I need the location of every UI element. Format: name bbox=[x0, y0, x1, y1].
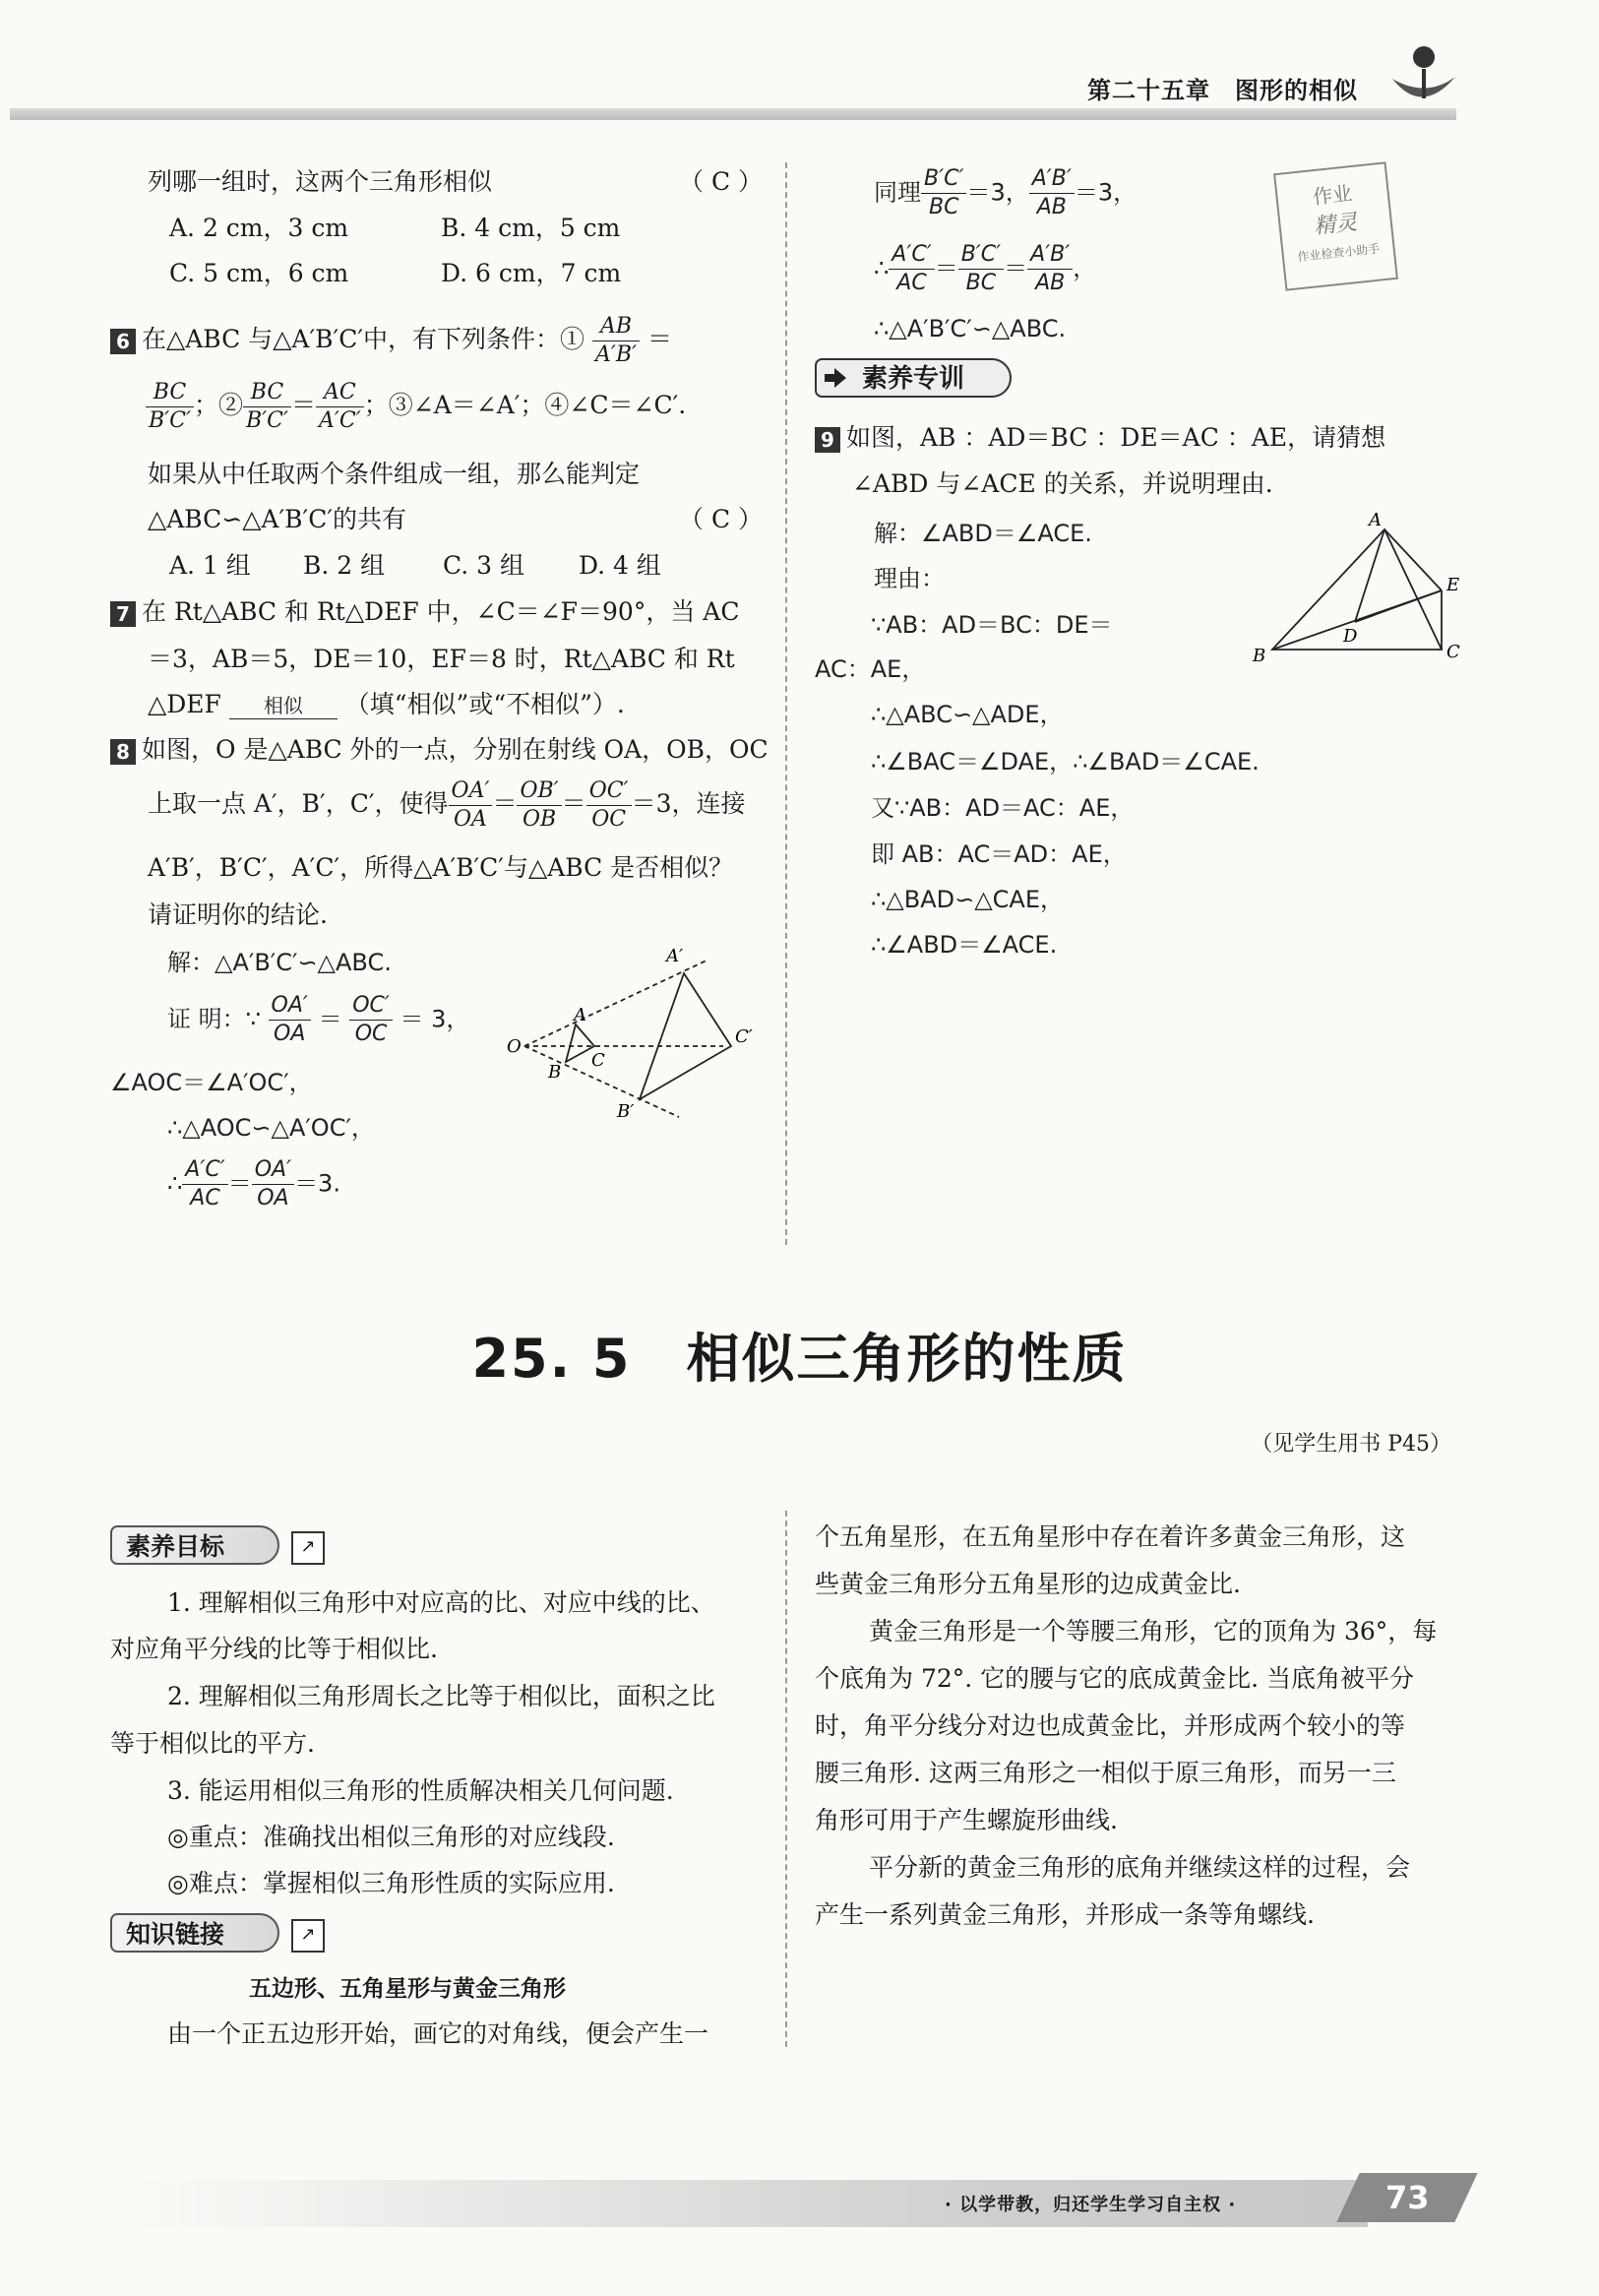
figure-label: C′ bbox=[735, 1026, 753, 1047]
book-reference: （见学生用书 P45） bbox=[1251, 1432, 1451, 1457]
q5-option: A. 2 cm，3 cm bbox=[169, 214, 349, 242]
logo-icon bbox=[1383, 39, 1461, 118]
q9-solution: 又∵AB：AD＝AC：AE， bbox=[871, 794, 1135, 822]
q6-line1: 在△ABC 与△A′B′C′中，有下列条件：① bbox=[142, 325, 585, 353]
arrow-icon bbox=[823, 366, 848, 390]
q9-solution: ∴∠BAC＝∠DAE，∴∠BAD＝∠CAE. bbox=[871, 748, 1260, 776]
q7-number: 7 bbox=[110, 601, 136, 627]
section-title: 25. 5 相似三角形的性质 bbox=[471, 1328, 1128, 1390]
q8-solution-2: 证 明：∵ $\frac{OA'}{OA}$ ＝ $\frac{OC'}{OC}$ ＝ 3， bbox=[167, 993, 470, 1046]
knowledge-subtitle: 五边形、五角星形与黄金三角形 bbox=[249, 1976, 566, 2002]
q9-solution: ∴∠ABD＝∠ACE. bbox=[871, 931, 1058, 959]
q6-line3: 如果从中任取两个条件组成一组，那么能判定 bbox=[148, 460, 641, 488]
homework-stamp: 作业 精灵 作业检查小助手 bbox=[1273, 161, 1398, 290]
figure-label: B bbox=[1253, 646, 1266, 666]
q9-solution: 解：∠ABD＝∠ACE. bbox=[874, 520, 1092, 547]
q9-number: 9 bbox=[815, 427, 840, 453]
q8-solution-4: ∴△AOC∽△A′OC′， bbox=[167, 1114, 375, 1142]
q9-line2: ∠ABD 与∠ACE 的关系，并说明理由. bbox=[852, 469, 1273, 498]
training-section-label: 素养专训 bbox=[815, 358, 1012, 398]
figure-label: O bbox=[507, 1036, 522, 1057]
goal-item: 1. 理解相似三角形中对应高的比、对应中线的比、 bbox=[167, 1588, 715, 1617]
q7-answer-blank: 相似 bbox=[229, 690, 338, 719]
q7-line2: ＝3，AB＝5，DE＝10，EF＝8 时，Rt△ABC 和 Rt bbox=[148, 645, 735, 673]
figure-q8 bbox=[497, 940, 753, 1127]
q5-option: B. 4 cm，5 cm bbox=[441, 214, 621, 242]
knowledge-text: 产生一系列黄金三角形，并形成一条等角螺线. bbox=[815, 1900, 1315, 1929]
q9-solution: ∴△BAD∽△CAE， bbox=[871, 886, 1064, 913]
fraction: $\frac{AC}{A'C'}$ bbox=[316, 379, 364, 435]
right-solution-3: ∴△A′B′C′∽△ABC. bbox=[874, 315, 1067, 342]
q8-solution-3: ∠AOC＝∠A′OC′， bbox=[110, 1069, 313, 1096]
q8-solution-5: ∴ $\frac{A'C'}{AC}$ ＝ $\frac{OA'}{OA}$ ＝3. bbox=[167, 1157, 340, 1210]
q5-answer: （ C ） bbox=[679, 167, 764, 196]
figure-label: B′ bbox=[617, 1101, 635, 1122]
page-number: 73 bbox=[1336, 2173, 1477, 2222]
figure-label: E bbox=[1446, 575, 1460, 595]
knowledge-tag: 知识链接 bbox=[110, 1913, 279, 1953]
q5-option: D. 6 cm，7 cm bbox=[441, 259, 622, 287]
figure-label: D bbox=[1343, 626, 1358, 647]
figure-label: B bbox=[548, 1062, 562, 1083]
knowledge-text: 个底角为 72°. 它的腰与它的底成黄金比. 当底角被平分 bbox=[815, 1664, 1415, 1693]
q9-solution: ∴△ABC∽△ADE， bbox=[871, 701, 1064, 728]
figure-label: C bbox=[1446, 642, 1460, 662]
q6-answer: （ C ） bbox=[679, 505, 764, 533]
fraction: $\frac{BC}{B'C'}$ bbox=[243, 379, 291, 435]
q9-solution: ∵AB：AD＝BC：DE＝ bbox=[871, 611, 1113, 639]
knowledge-text: 平分新的黄金三角形的底角并继续这样的过程，会 bbox=[844, 1853, 1411, 1882]
footer-motto: · 以学带教，归还学生学习自主权 · bbox=[945, 2195, 1237, 2215]
question-6: 6 在△ABC 与△A′B′C′中，有下列条件：① $\frac{AB}{A'B'}$ ＝ bbox=[110, 313, 672, 369]
goal-item: 3. 能运用相似三角形的性质解决相关几何问题. bbox=[167, 1776, 674, 1805]
q8-number: 8 bbox=[110, 739, 136, 765]
figure-label: C bbox=[591, 1050, 605, 1071]
knowledge-text: 黄金三角形是一个等腰三角形，它的顶角为 36°，每 bbox=[844, 1617, 1438, 1645]
knowledge-text: 腰三角形. 这两三角形之一相似于原三角形，而另一三 bbox=[815, 1759, 1396, 1787]
q8-line4: 请证明你的结论. bbox=[148, 900, 328, 929]
q5-tail: 列哪一组时，这两个三角形相似 bbox=[148, 167, 493, 196]
q6-option: A. 1 组 bbox=[169, 551, 251, 580]
goal-item: 2. 理解相似三角形周长之比等于相似比，面积之比 bbox=[167, 1682, 715, 1710]
knowledge-text: 个五角星形，在五角星形中存在着许多黄金三角形，这 bbox=[815, 1522, 1406, 1551]
question-8: 8 如图，O 是△ABC 外的一点，分别在射线 OA，OB，OC bbox=[110, 730, 769, 766]
goal-difficulty: ◎难点：掌握相似三角形性质的实际应用. bbox=[167, 1869, 615, 1897]
q8-line3: A′B′，B′C′，A′C′，所得△A′B′C′与△ABC 是否相似？ bbox=[148, 853, 734, 882]
fraction: $\frac{OC'}{OC}$ bbox=[586, 777, 632, 834]
goal-item: 等于相似比的平方. bbox=[110, 1729, 315, 1758]
q6-line2: $\frac{BC}{B'C'}$ ；② $\frac{BC}{B'C'}$ ＝ $\frac{AC}{A'C'}$ ；③∠A＝∠A′；④∠C＝∠C′. bbox=[146, 379, 686, 435]
right-solution-1: 同理 $\frac{B'C'}{BC}$ ＝3， $\frac{A'B'}{AB}$ ＝3， bbox=[874, 166, 1138, 219]
figure-q9 bbox=[1245, 512, 1471, 669]
knowledge-arrow-icon: ↗ bbox=[291, 1919, 325, 1953]
figure-label: A bbox=[1369, 510, 1382, 530]
knowledge-text: 时，角平分线分对边也成黄金比，并形成两个较小的等 bbox=[815, 1711, 1406, 1740]
q8-solution-1: 解：△A′B′C′∽△ABC. bbox=[167, 949, 392, 976]
fraction: $\frac{AB}{A'B'}$ bbox=[592, 313, 640, 369]
q6-option: B. 2 组 bbox=[303, 551, 386, 580]
knowledge-text: 由一个正五边形开始，画它的对角线，便会产生一 bbox=[167, 2019, 709, 2048]
chapter-title: 第二十五章 图形的相似 bbox=[1087, 77, 1358, 104]
goal-key-point: ◎重点：准确找出相似三角形的对应线段. bbox=[167, 1823, 615, 1851]
knowledge-text: 些黄金三角形分五角星形的边成黄金比. bbox=[815, 1570, 1241, 1598]
knowledge-text: 角形可用于产生螺旋形曲线. bbox=[815, 1806, 1118, 1834]
header-bar bbox=[10, 108, 1456, 120]
q6-option: C. 3 组 bbox=[443, 551, 524, 580]
fraction: $\frac{OB'}{OB}$ bbox=[517, 777, 561, 834]
q5-option: C. 5 cm，6 cm bbox=[169, 259, 349, 287]
column-divider bbox=[785, 1511, 787, 2047]
question-9: 9 如图，AB ：AD＝BC ：DE＝AC ：AE，请猜想 bbox=[815, 418, 1385, 454]
fraction: $\frac{OA'}{OA}$ bbox=[449, 777, 493, 834]
right-solution-2: ∴ $\frac{A'C'}{AC}$ ＝ $\frac{B'C'}{BC}$ ＝ $\frac{A'B'}{AB}$ ， bbox=[874, 242, 1097, 295]
q6-number: 6 bbox=[110, 329, 136, 354]
q6-option: D. 4 组 bbox=[579, 551, 661, 580]
goals-tag: 素养目标 bbox=[110, 1525, 279, 1565]
column-divider bbox=[785, 162, 787, 1245]
q9-solution: 即 AB：AC＝AD：AE， bbox=[871, 840, 1127, 868]
q9-solution: AC：AE， bbox=[815, 655, 926, 683]
q8-line2: 上取一点 A′，B′，C′，使得 $\frac{OA'}{OA}$ ＝ $\frac{OB'}{OB}$ ＝ $\frac{OC'}{OC}$ ＝3，连接 bbox=[148, 778, 746, 832]
figure-label: A′ bbox=[666, 946, 684, 966]
q7-line3: △DEF 相似 （填“相似”或“不相似”）. bbox=[148, 690, 625, 718]
goals-arrow-icon: ↗ bbox=[291, 1531, 325, 1565]
q6-line4: △ABC∽△A′B′C′的共有 bbox=[148, 505, 407, 533]
fraction: $\frac{BC}{B'C'}$ bbox=[146, 379, 194, 435]
goal-item: 对应角平分线的比等于相似比. bbox=[110, 1635, 438, 1663]
figure-label: A bbox=[574, 1005, 586, 1025]
question-7: 7 在 Rt△ABC 和 Rt△DEF 中，∠C＝∠F＝90°，当 AC bbox=[110, 592, 739, 628]
q9-solution: 理由： bbox=[874, 565, 945, 592]
